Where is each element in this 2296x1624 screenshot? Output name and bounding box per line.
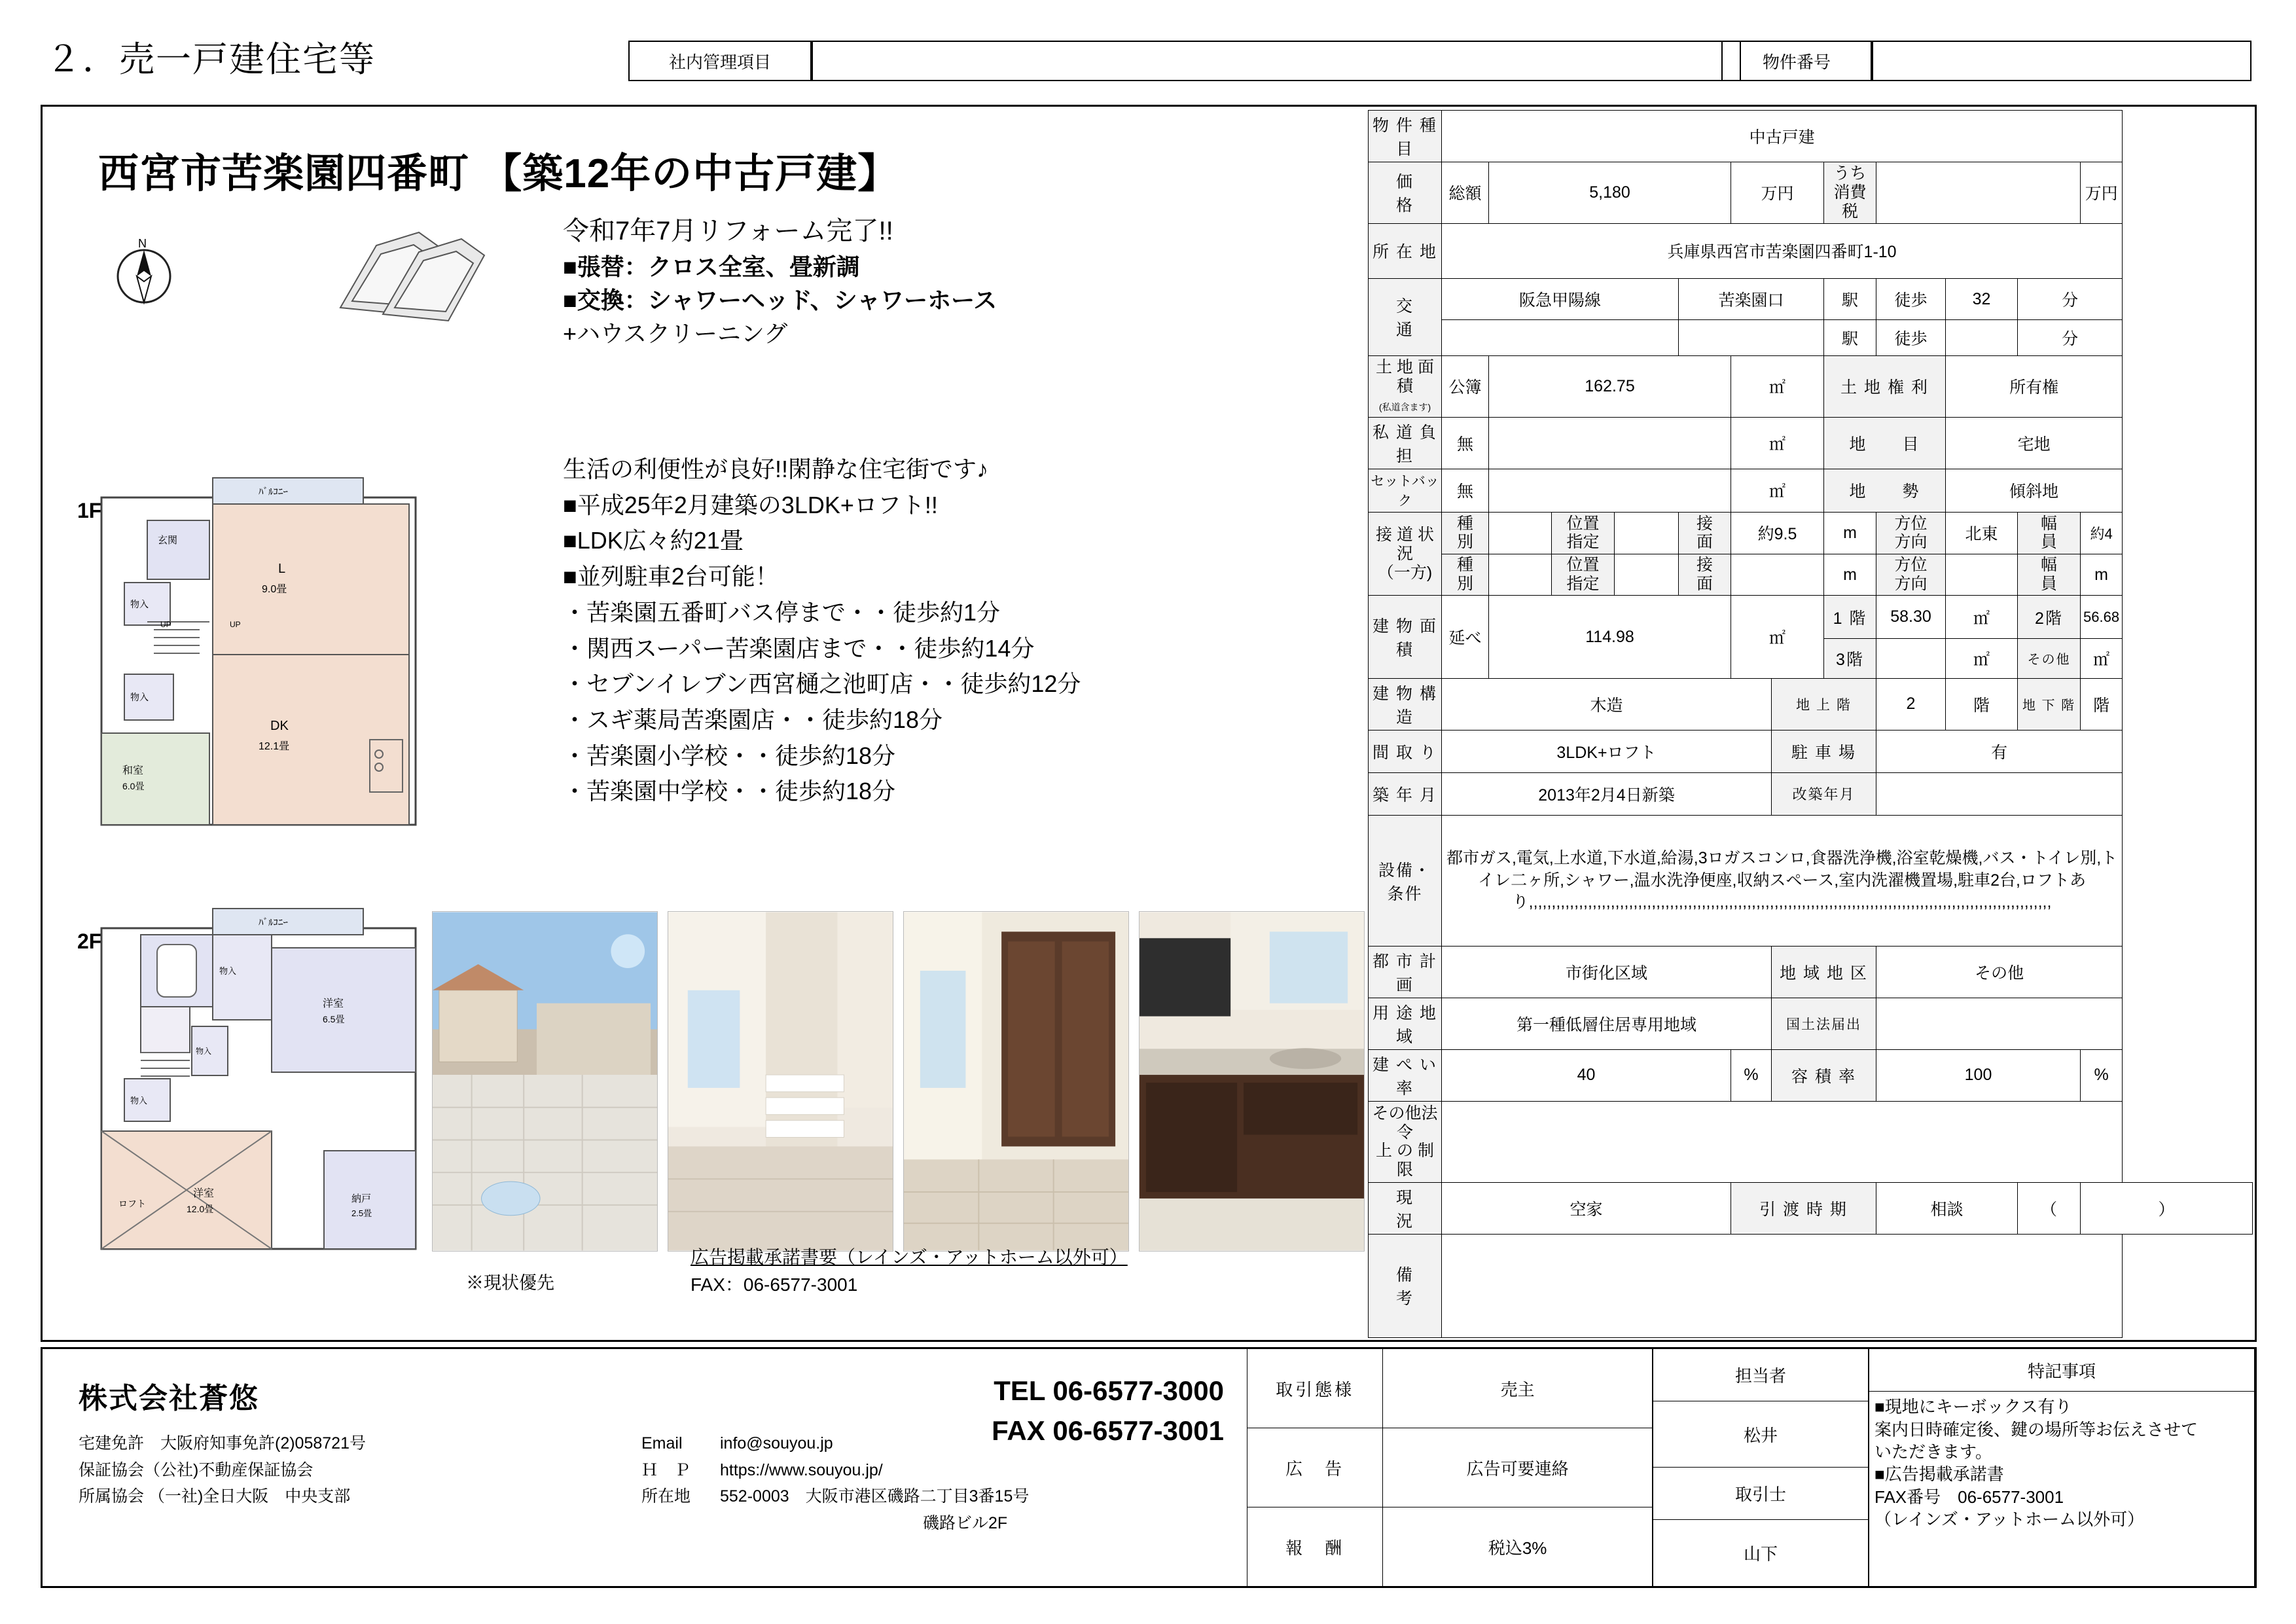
spec-floor3-unit: ㎡ — [1946, 638, 2018, 678]
spec-land-area-unit: ㎡ — [1731, 355, 1824, 417]
promo-block-2 — [563, 452, 1374, 810]
spec-floor1-label: 1 階 — [1824, 596, 1876, 638]
spec-yoseki-label: 容 積 率 — [1772, 1049, 1876, 1101]
deal-table — [1247, 1348, 1653, 1587]
spec-chisei-value: 傾斜地 — [1946, 469, 2123, 512]
photo-stairs-image — [668, 912, 893, 1251]
spec-kenpei-unit: % — [1731, 1049, 1772, 1101]
spec-setsudou-houi-value: 北東 — [1946, 513, 2018, 554]
spec-floor2-value: 56.68 — [2081, 596, 2123, 638]
spec-traffic-min-unit-2: 分 — [2018, 320, 2123, 356]
spec-setsudou-sekimen-label-2: 接 面 — [1679, 554, 1731, 596]
deal-value-1: 広告可要連絡 — [1383, 1428, 1653, 1507]
spec-traffic-label: 交 通 — [1369, 279, 1442, 356]
spec-land-area-label: 土 地 面 積 (私道含ます) — [1369, 355, 1442, 417]
svg-text:UP: UP — [230, 620, 241, 629]
spec-traffic-line: 阪急甲陽線 — [1442, 279, 1679, 320]
spec-yoseki-unit: % — [2081, 1049, 2123, 1101]
property-no-value-box[interactable] — [1872, 41, 2251, 81]
spec-setsudou-ichi-value — [1615, 513, 1679, 554]
ad-consent-line-2: FAX：06-6577-3001 — [691, 1274, 858, 1295]
spec-price-sub-label: 総額 — [1442, 162, 1489, 223]
spec-handover-paren-l: （ — [2018, 1183, 2081, 1235]
note-line: ■現地にキーボックス有り — [1874, 1397, 2072, 1417]
spec-traffic-station: 苦楽園口 — [1679, 279, 1824, 320]
note-line: （レインズ・アットホーム以外可） — [1874, 1509, 2145, 1529]
spec-setsudou-fukuin-value-2: m — [2081, 554, 2123, 596]
staff-table — [1653, 1348, 1869, 1587]
deal-value-2: 税込3% — [1383, 1507, 1653, 1587]
spec-traffic-min-2 — [1946, 320, 2018, 356]
contact-value-email: info@souyou.jp — [720, 1434, 833, 1453]
promo-line: ■張替：クロス全室、畳新調 — [563, 253, 860, 280]
spec-setsudou-houi-value-2 — [1946, 554, 2018, 596]
mgmt-value-box[interactable] — [812, 41, 1741, 81]
spec-renovated-label: 改築年月 — [1772, 772, 1876, 815]
promo-line: ■LDK広々約21畳 — [563, 527, 744, 554]
spec-kokudo-label: 国土法届出 — [1772, 998, 1876, 1049]
photo-kitchen-image — [1139, 912, 1364, 1251]
spec-setsudou-ichi-label: 位置 指定 — [1552, 513, 1615, 554]
parking-cars-illustration — [321, 209, 504, 334]
spec-floor1-value: 58.30 — [1876, 596, 1946, 638]
spec-yoseki-value: 100 — [1876, 1049, 2081, 1101]
svg-text:ﾊﾞﾙｺﾆｰ: ﾊﾞﾙｺﾆｰ — [259, 486, 289, 497]
spec-status-value: 空家 — [1442, 1183, 1731, 1235]
spec-equipment-value: 都市ガス,電気,上水道,下水道,給湯,3ロガスコンロ,食器洗浄機,浴室乾燥機,バス・トイレ別,トイレ二ヶ所,シャワー,温水洗浄便座,収納スペース,室内洗濯機置場,駐車2台,ロフトあり,,,,,,,,,,,,,,,,,,,,,,,,,,,,,,,,,,,,,,,,,,,,,,,,,,,,,,,,,,,,,,,,,,,,,,,,,,,,,,,,,,,,,,,,,,,,,,,,,,,,,,,,,,,,,,,,,,, — [1442, 816, 2123, 947]
spec-built-value: 2013年2月4日新築 — [1442, 772, 1772, 815]
promo-line: ■交換：シャワーヘッド、シャワーホース — [563, 286, 997, 314]
spec-renovated-value — [1876, 772, 2123, 815]
note-line: 案内日時確定後、鍵の場所等お伝えさせて — [1874, 1419, 2198, 1439]
spec-parking-value: 有 — [1876, 730, 2123, 772]
spec-area-class-label: 地 域 地 区 — [1772, 947, 1876, 998]
svg-text:6.0畳: 6.0畳 — [122, 781, 145, 791]
photo-kitchen — [1139, 911, 1365, 1252]
spec-land-area-kind: 公簿 — [1442, 355, 1489, 417]
promo-line: ・セブンイレブン西宮樋之池町店・・徒歩約12分 — [563, 670, 1081, 698]
spec-setsudou-m-1: m — [1824, 513, 1876, 554]
spec-kenpei-value: 40 — [1442, 1049, 1731, 1101]
spec-floor3-value — [1876, 638, 1946, 678]
spec-setback-label: セットバック — [1369, 469, 1442, 512]
promo-line: ■平成25年2月建築の3LDK+ロフト!! — [563, 491, 938, 518]
spec-setsudou-houi-label: 方位 方向 — [1876, 513, 1946, 554]
notes-table — [1869, 1348, 2255, 1587]
note-line: ■広告掲載承諾書 — [1874, 1464, 2004, 1485]
spec-traffic-min: 32 — [1946, 279, 2018, 320]
spec-building-area-value: 114.98 — [1489, 596, 1731, 678]
mgmt-label-box — [628, 41, 812, 81]
spec-other-floor-unit: ㎡ — [2081, 638, 2123, 678]
spec-under-floor-label: 地 下 階 — [2018, 678, 2081, 730]
photo-stairs — [668, 911, 893, 1252]
ad-consent-note — [691, 1244, 1128, 1299]
promo-line: ・苦楽園中学校・・徒歩約18分 — [563, 778, 896, 805]
contact-value-address: 552-0003 大阪市港区磯路二丁目3番15号 — [720, 1487, 1030, 1506]
spec-land-right-label: 土 地 権 利 — [1824, 355, 1946, 417]
note-line: いただきます。 — [1874, 1441, 1992, 1462]
company-tel: TEL 06-6577-3000 — [994, 1375, 1224, 1406]
company-phone-block — [870, 1371, 1224, 1451]
staff-value-0: 松井 — [1653, 1401, 1869, 1468]
deal-value-0: 売主 — [1383, 1349, 1653, 1428]
spec-land-area-value: 162.75 — [1489, 355, 1731, 417]
spec-other-floor-label: その他 — [2018, 638, 2081, 678]
floorplan-2f — [62, 889, 481, 1288]
promo-line: ・関西スーパー苦楽園店まで・・徒歩約14分 — [563, 634, 1035, 662]
spec-land-right-value: 所有権 — [1946, 355, 2123, 417]
spec-chimoku-label: 地 目 — [1824, 417, 1946, 469]
promo-line: ■並列駐車2台可能！ — [563, 563, 779, 590]
svg-text:洋室: 洋室 — [323, 998, 344, 1009]
note-line: FAX番号 06-6577-3001 — [1874, 1487, 2064, 1507]
licence-line: 所属協会 （一社)全日大阪 中央支部 — [79, 1487, 351, 1506]
spec-setsudou-houi-label-2: 方位 方向 — [1876, 554, 1946, 596]
licence-line: 宅建免許 大阪府知事免許(2)058721号 — [79, 1434, 366, 1453]
spec-traffic-station-2 — [1679, 320, 1824, 356]
staff-value-1: 山下 — [1653, 1520, 1869, 1587]
svg-text:ﾊﾞﾙｺﾆｰ: ﾊﾞﾙｺﾆｰ — [259, 917, 289, 928]
mgmt-label: 社内管理項目 — [668, 52, 771, 72]
spec-city-plan-label: 都 市 計 画 — [1369, 947, 1442, 998]
spec-floor1-unit: ㎡ — [1946, 596, 2018, 638]
staff-label-1: 取引士 — [1653, 1468, 1869, 1520]
svg-text:2.5畳: 2.5畳 — [351, 1208, 372, 1218]
promo-line: 生活の利便性が良好!!閑静な住宅街です♪ — [563, 456, 989, 482]
spec-setsudou-width-value: 約9.5 — [1731, 513, 1824, 554]
spec-tax-label: うち 消費税 — [1824, 162, 1876, 223]
spec-type-value: 中古戸建 — [1442, 111, 2123, 162]
svg-text:物入: 物入 — [130, 599, 149, 609]
spec-area-class-value: その他 — [1876, 947, 2123, 998]
contact-key-address: 所在地 — [641, 1487, 691, 1506]
spec-setsudou-shubetsu-label: 種 別 — [1442, 513, 1489, 554]
floor-1f-label: 1F — [77, 499, 102, 522]
svg-text:洋室: 洋室 — [193, 1188, 215, 1199]
promo-line: ・苦楽園小学校・・徒歩約18分 — [563, 742, 896, 769]
spec-traffic-line-2 — [1442, 320, 1679, 356]
spec-ground-floor-label: 地 上 階 — [1772, 678, 1876, 730]
spec-handover-label: 引 渡 時 期 — [1731, 1183, 1876, 1235]
spec-building-area-unit: ㎡ — [1731, 596, 1824, 678]
spec-handover-paren-r: ） — [2081, 1183, 2253, 1235]
contact-key-hp: Ｈ Ｐ — [641, 1460, 691, 1479]
spec-remarks-value — [1442, 1234, 2123, 1337]
spec-other-law-value — [1442, 1101, 2123, 1182]
spec-kenpei-label: 建 ぺ い 率 — [1369, 1049, 1442, 1101]
property-no-value — [1873, 42, 2250, 80]
floorplan-1f — [62, 458, 481, 864]
mgmt-value — [813, 42, 1740, 80]
compass-icon — [108, 236, 180, 308]
spec-ground-floor-value: 2 — [1876, 678, 1946, 730]
svg-text:DK: DK — [270, 719, 289, 733]
spec-setsudou-fukuin-label: 幅 員 — [2018, 513, 2081, 554]
licence-line: 保証協会（公社)不動産保証協会 — [79, 1460, 314, 1479]
svg-text:物入: 物入 — [196, 1047, 212, 1056]
page-title: ２．売一戸建住宅等 — [46, 40, 376, 79]
spec-private-road-value: 無 — [1442, 417, 1489, 469]
spec-built-label: 築 年 月 — [1369, 772, 1442, 815]
spec-structure-label: 建 物 構 造 — [1369, 678, 1442, 730]
spec-setsudou-width-value-2 — [1731, 554, 1824, 596]
spec-setsudou-ichi-value-2 — [1615, 554, 1679, 596]
spec-setsudou-m-2: m — [1824, 554, 1876, 596]
spec-chisei-label: 地 勢 — [1824, 469, 1946, 512]
ad-consent-line-1: 広告掲載承諾書要（レインズ・アットホーム以外可） — [691, 1247, 1128, 1267]
photo-entrance — [903, 911, 1129, 1252]
spec-floor2-label: 2階 — [2018, 596, 2081, 638]
spec-address-value: 兵庫県西宮市苦楽園四番町1-10 — [1442, 223, 2123, 278]
property-no-label: 物件番号 — [1762, 52, 1831, 72]
spec-use-district-label: 用 途 地 域 — [1369, 998, 1442, 1049]
spec-setsudou-sekimen-label: 接 面 — [1679, 513, 1731, 554]
spec-status-label: 現 況 — [1369, 1183, 1442, 1235]
spec-other-law-label: その他法令 上 の 制 限 — [1369, 1101, 1442, 1182]
spec-traffic-walk-2: 徒歩 — [1876, 320, 1946, 356]
photo-exterior — [432, 911, 658, 1252]
spec-floor3-label: 3階 — [1824, 638, 1876, 678]
spec-building-area-label: 建 物 面 積 — [1369, 596, 1442, 678]
spec-traffic-eki-2: 駅 — [1824, 320, 1876, 356]
deal-label-2: 報 酬 — [1247, 1507, 1383, 1587]
svg-text:和室: 和室 — [122, 765, 144, 776]
svg-text:9.0畳: 9.0畳 — [262, 584, 287, 595]
spec-setsudou-label: 接 道 状 況 （一方) — [1369, 513, 1442, 596]
promo-line: +ハウスクリーニング — [563, 320, 788, 348]
spec-traffic-min-unit: 分 — [2018, 279, 2123, 320]
spec-building-area-sub: 延べ — [1442, 596, 1489, 678]
spec-setback-value: 無 — [1442, 469, 1489, 512]
spec-use-district-value: 第一種低層住居専用地域 — [1442, 998, 1772, 1049]
spec-setsudou-shubetsu-value — [1489, 513, 1552, 554]
svg-text:納戸: 納戸 — [351, 1193, 372, 1204]
spec-city-plan-value: 市街化区域 — [1442, 947, 1772, 998]
spec-traffic-walk: 徒歩 — [1876, 279, 1946, 320]
spec-private-road-unit: ㎡ — [1731, 417, 1824, 469]
spec-chimoku-value: 宅地 — [1946, 417, 2123, 469]
spec-price-unit: 万円 — [1731, 162, 1824, 223]
staff-label-0: 担当者 — [1653, 1349, 1869, 1401]
photo-entrance-image — [904, 912, 1128, 1251]
promo-line: 令和7年7月リフォーム完了!! — [563, 217, 893, 245]
spec-setsudou-shubetsu-value-2 — [1489, 554, 1552, 596]
property-no-label-box — [1721, 41, 1872, 81]
company-fax: FAX 06-6577-3001 — [992, 1415, 1224, 1446]
svg-text:物入: 物入 — [130, 692, 149, 702]
svg-text:L: L — [278, 562, 286, 576]
notes-title: 特記事項 — [1869, 1349, 2255, 1392]
photo-exterior-image — [433, 912, 657, 1251]
deal-label-1: 広 告 — [1247, 1428, 1383, 1507]
spec-ground-floor-unit: 階 — [1946, 678, 2018, 730]
promo-block-1 — [563, 213, 1368, 350]
spec-under-floor-unit: 階 — [2081, 678, 2123, 730]
spec-setsudou-shubetsu-label-2: 種 別 — [1442, 554, 1489, 596]
svg-text:UP: UP — [160, 620, 171, 629]
spec-setsudou-ichi-label-2: 位置 指定 — [1552, 554, 1615, 596]
current-condition-note: ※現状優先 — [466, 1273, 554, 1293]
spec-private-road-label: 私 道 負 担 — [1369, 417, 1442, 469]
svg-text:玄関: 玄関 — [158, 535, 178, 546]
spec-tax-unit: 万円 — [2081, 162, 2123, 223]
spec-address-label: 所 在 地 — [1369, 223, 1442, 278]
spec-setsudou-fukuin-label-2: 幅 員 — [2018, 554, 2081, 596]
notes-body — [1869, 1392, 2255, 1587]
svg-text:物入: 物入 — [219, 966, 237, 976]
contact-key-email: Email — [641, 1434, 683, 1453]
listing-headline: 西宮市苦楽園四番町 【築12年の中古戸建】 — [98, 151, 899, 196]
spec-remarks-label: 備 考 — [1369, 1234, 1442, 1337]
promo-line: ・スギ薬局苦楽園店・・徒歩約18分 — [563, 706, 943, 734]
company-licences — [79, 1430, 366, 1510]
spec-equipment-label: 設備・条件 — [1369, 816, 1442, 947]
svg-text:ロフト: ロフト — [118, 1199, 146, 1209]
contact-value-hp[interactable]: https://www.souyou.jp/ — [720, 1460, 883, 1479]
spec-traffic-eki: 駅 — [1824, 279, 1876, 320]
spec-layout-value: 3LDK+ロフト — [1442, 730, 1772, 772]
svg-text:物入: 物入 — [130, 1096, 148, 1106]
svg-text:6.5畳: 6.5畳 — [323, 1014, 345, 1024]
spec-kokudo-value — [1876, 998, 2123, 1049]
svg-text:12.0畳: 12.0畳 — [187, 1204, 214, 1214]
svg-text:12.1畳: 12.1畳 — [259, 741, 290, 752]
deal-label-0: 取引態様 — [1247, 1349, 1383, 1428]
floor-2f-label: 2F — [77, 929, 102, 953]
spec-private-road-blank — [1489, 417, 1731, 469]
spec-setback-blank — [1489, 469, 1731, 512]
promo-line: ・苦楽園五番町バス停まで・・徒歩約1分 — [563, 598, 1001, 626]
spec-parking-label: 駐 車 場 — [1772, 730, 1876, 772]
spec-setsudou-fukuin-value: 約4 — [2081, 513, 2123, 554]
contact-row-address — [641, 1483, 1029, 1510]
spec-handover-value: 相談 — [1876, 1183, 2018, 1235]
contact-address-line-2: 磯路ビル2F — [923, 1513, 1008, 1532]
spec-setback-unit: ㎡ — [1731, 469, 1824, 512]
spec-layout-label: 間 取 り — [1369, 730, 1442, 772]
spec-price-label: 価 格 — [1369, 162, 1442, 223]
spec-table — [1368, 110, 2253, 1338]
company-name: 株式会社蒼悠 — [79, 1382, 259, 1415]
spec-type-label: 物 件 種 目 — [1369, 111, 1442, 162]
svg-text:N: N — [138, 237, 147, 250]
spec-price-value: 5,180 — [1489, 162, 1731, 223]
spec-tax-value — [1876, 162, 2081, 223]
spec-structure-value: 木造 — [1442, 678, 1772, 730]
contact-row-hp — [641, 1457, 1029, 1484]
